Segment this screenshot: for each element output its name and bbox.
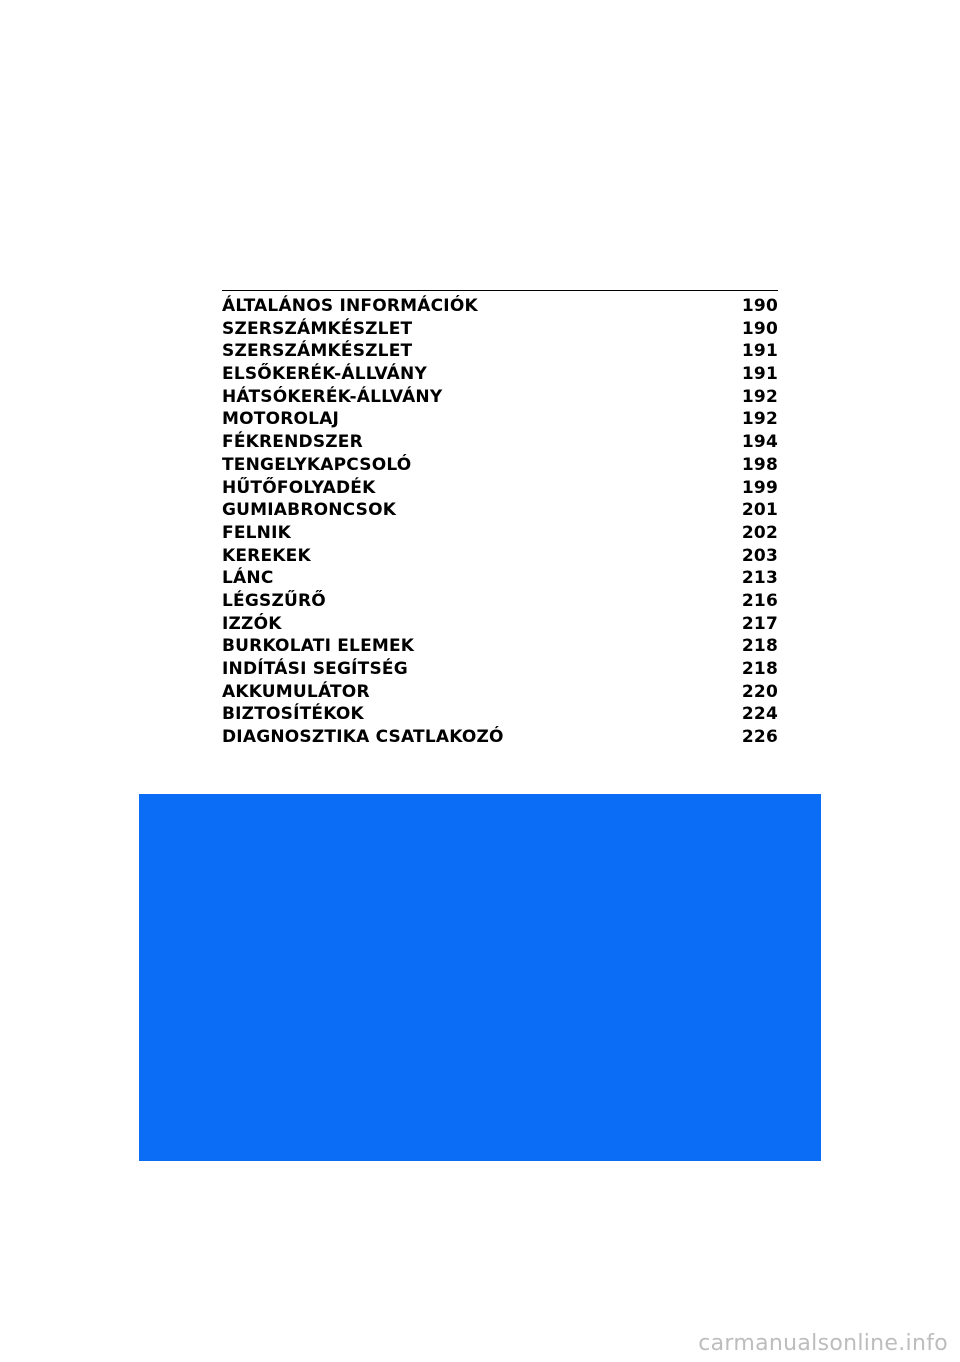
toc-entry[interactable] <box>222 408 778 431</box>
toc-entry-title: LÉGSZŰRŐ <box>222 590 326 611</box>
toc-entry-page: 190 <box>741 296 778 316</box>
toc-entry-title: TENGELYKAPCSOLÓ <box>222 454 412 475</box>
toc-entry[interactable] <box>222 363 778 386</box>
toc-entry-title: MOTOROLAJ <box>222 409 340 430</box>
toc-entry-page: 217 <box>741 613 778 634</box>
toc-entry-page: 226 <box>741 727 778 748</box>
toc-entry-page: 194 <box>741 432 778 453</box>
toc-entry[interactable] <box>222 545 778 568</box>
toc-entry[interactable] <box>222 499 778 522</box>
toc-entry[interactable] <box>222 318 778 341</box>
toc-entry[interactable] <box>222 681 778 704</box>
toc-entry-page: 192 <box>741 386 778 407</box>
toc-entry[interactable] <box>222 613 778 636</box>
toc-entry-page: 192 <box>741 409 778 430</box>
toc-entry-page: 191 <box>741 341 778 362</box>
toc-entry-page: 190 <box>741 318 778 339</box>
toc-entry-title: IZZÓK <box>222 613 282 634</box>
table-of-contents <box>222 290 778 749</box>
toc-entry-title: BURKOLATI ELEMEK <box>222 636 415 657</box>
toc-entry-title: HŰTŐFOLYADÉK <box>222 477 376 498</box>
toc-entry-page: 218 <box>741 636 778 657</box>
toc-entry-title: SZERSZÁMKÉSZLET <box>222 318 413 339</box>
toc-entry-title: FÉKRENDSZER <box>222 432 363 453</box>
toc-entry-page: 191 <box>741 364 778 385</box>
toc-entry[interactable] <box>222 386 778 409</box>
toc-entry-title: DIAGNOSZTIKA CSATLAKOZÓ <box>222 727 504 748</box>
toc-entry[interactable] <box>222 340 778 363</box>
toc-entry-title: SZERSZÁMKÉSZLET <box>222 341 413 362</box>
toc-entry[interactable] <box>222 703 778 726</box>
toc-entry-title: HÁTSÓKERÉK-ÁLLVÁNY <box>222 386 443 407</box>
toc-entry[interactable] <box>222 590 778 613</box>
toc-entry[interactable] <box>222 295 778 318</box>
toc-entry-page: 202 <box>741 522 778 543</box>
toc-entry-page: 216 <box>741 590 778 611</box>
toc-entry-title: LÁNC <box>222 568 274 589</box>
chapter-color-block <box>139 794 821 1161</box>
toc-entry-page: 201 <box>741 500 778 521</box>
toc-entry-title: KEREKEK <box>222 545 311 566</box>
toc-entry-title: AKKUMULÁTOR <box>222 681 370 702</box>
watermark-text: carmanualsonline.info <box>698 1331 948 1356</box>
toc-entry[interactable] <box>222 567 778 590</box>
toc-entry-page: 218 <box>741 659 778 679</box>
toc-entry[interactable] <box>222 635 778 658</box>
toc-entry[interactable] <box>222 431 778 454</box>
toc-entry-title: GUMIABRONCSOK <box>222 500 397 521</box>
toc-entry-title: INDÍTÁSI SEGÍTSÉG <box>222 659 408 679</box>
toc-entry[interactable] <box>222 454 778 477</box>
toc-entry-page: 224 <box>741 704 778 725</box>
toc-entry[interactable] <box>222 658 778 681</box>
toc-entry-page: 220 <box>741 681 778 702</box>
toc-entry-page: 213 <box>741 568 778 589</box>
toc-entry-title: FELNIK <box>222 522 291 543</box>
toc-entry-page: 198 <box>741 454 778 475</box>
toc-entry[interactable] <box>222 726 778 749</box>
toc-entry-title: BIZTOSÍTÉKOK <box>222 704 364 725</box>
toc-entry-title: ÁLTALÁNOS INFORMÁCIÓK <box>222 296 478 316</box>
toc-entry[interactable] <box>222 477 778 500</box>
toc-entry-page: 199 <box>741 477 778 498</box>
toc-entry-page: 203 <box>741 545 778 566</box>
toc-entry[interactable] <box>222 522 778 545</box>
toc-entry-title: ELSŐKERÉK-ÁLLVÁNY <box>222 364 427 385</box>
